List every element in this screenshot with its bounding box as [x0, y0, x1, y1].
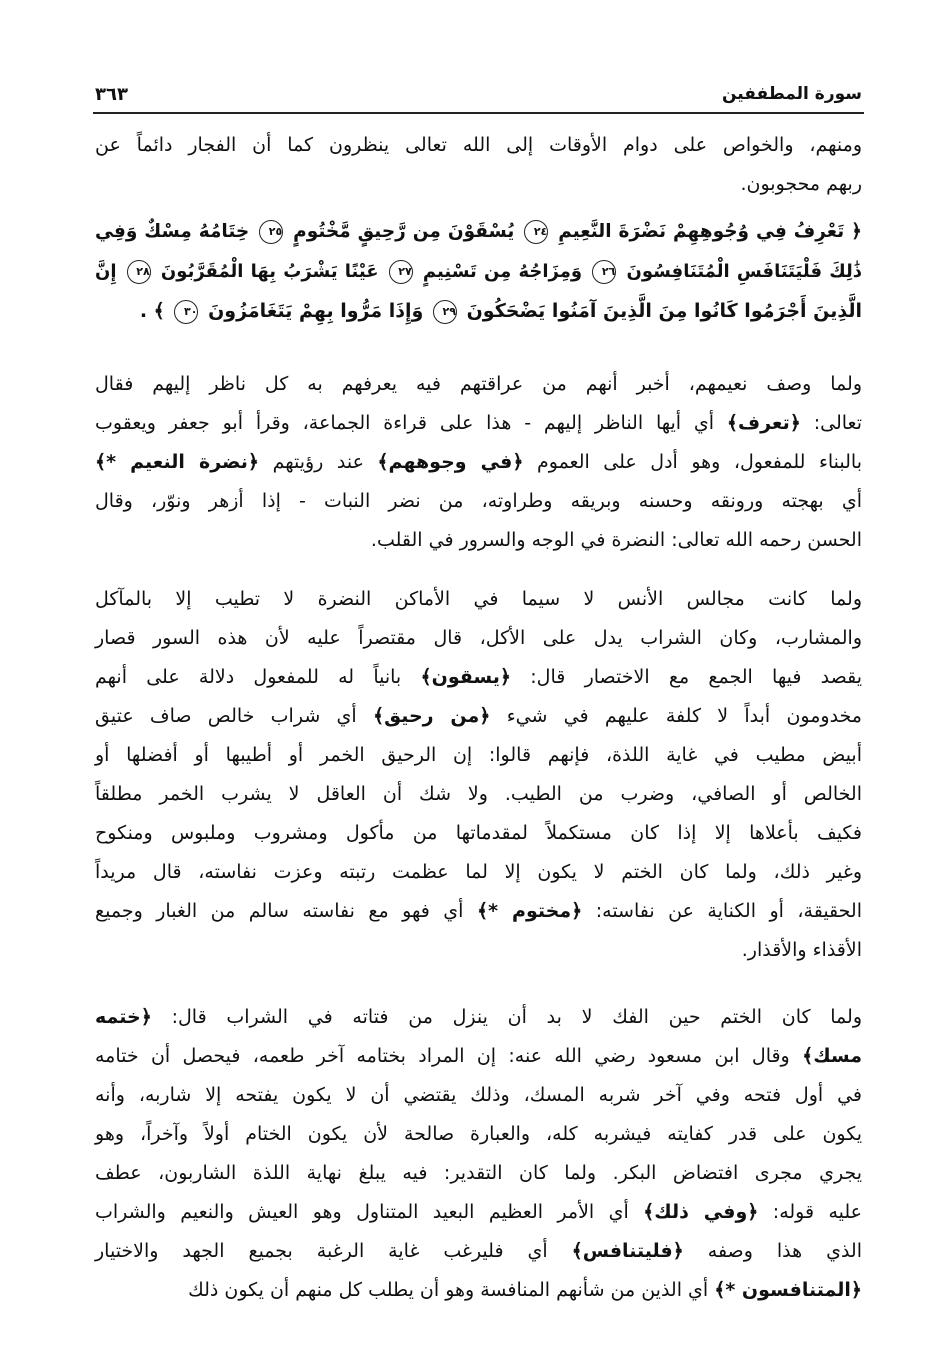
text-line: [95, 1232, 862, 1270]
quoted-quran-phrase: ﴿فليتنافس﴾: [571, 1240, 684, 1262]
text-line: [95, 736, 862, 774]
quoted-quran-phrase: ﴿في وجوههم﴾: [377, 451, 524, 473]
text-segment: ولما وصف نعيمهم، أخبر أنهم من عراقتهم فيه يعرفهم به كل ناظر إليهم فقال: [95, 373, 862, 395]
text-segment: الخالص أو الصافي، وضرب من الطيب. ولا شك أن العاقل لا يشرب الخمر مطلقاً: [95, 783, 862, 805]
text-segment: الَّذِينَ أَجْرَمُوا كَانُوا مِنَ الَّذِينَ آمَنُوا يَضْحَكُونَ: [466, 300, 862, 322]
verse-number-marker: ٣٠: [174, 300, 198, 324]
text-segment: الأقذاء والأقذار.: [741, 939, 862, 961]
text-segment: وغير ذلك، ولما كان الختم لا يكون إلا لما عظمت رتبته وعزت نفاسته، قال مريداً: [95, 861, 862, 883]
quoted-quran-phrase: ﴿تعرف﴾: [726, 412, 801, 434]
quoted-quran-phrase: ﴿ختمه: [95, 1006, 152, 1028]
quoted-quran-phrase: مسك﴾: [802, 1045, 863, 1067]
text-segment: الحسن رحمه الله تعالى: النضرة في الوجه والسرور في القلب.: [370, 529, 862, 551]
text-segment: والمشارب، وكان الشراب يدل على الأكل، قال مقتصراً عليه لأن هذه السور قصار: [95, 627, 862, 649]
verse-number-marker: ٢٦: [592, 260, 616, 284]
text-segment: أي شراب خالص صاف عتيق: [95, 705, 357, 727]
text-line: [95, 619, 862, 657]
text-segment: يقصد فيها الجمع مع الاختصار قال:: [511, 666, 863, 688]
page-number: ٣٦٣: [95, 84, 128, 105]
text-segment: أي بهجته ورونقه وحسنه وبريقه وطراوته، من نضر النبات - إذا أزهر ونوّر، وقال: [95, 490, 862, 512]
running-header-surah-title: سورة المطففين: [722, 84, 862, 104]
quran-verse-line: [95, 292, 862, 330]
text-segment: ﴿ تَعْرِفُ فِي وُجُوهِهِمْ نَضْرَةَ النَّعِيمِ: [558, 221, 862, 242]
quoted-quran-phrase: ﴿وفي ذلك﴾: [643, 1201, 759, 1223]
text-line: [95, 365, 862, 403]
text-segment: أبيض مطيب في غاية اللذة، فإنهم قالوا: إن الرحيق الخمر أو أطيبها أو أفضلها أو: [95, 744, 862, 766]
quoted-quran-phrase: ﴿مختوم *﴾: [476, 900, 583, 922]
quoted-quran-phrase: ﴿يسقون﴾: [420, 666, 512, 688]
text-segment: وقال ابن مسعود رضي الله عنه: إن المراد بختامه آخر طعمه، فيحصل أن ختامه: [95, 1045, 790, 1067]
text-line: [95, 443, 862, 481]
text-line: [95, 482, 862, 520]
text-segment: ﴾ .: [139, 300, 165, 322]
quoted-quran-phrase: ﴿نضرة النعيم *﴾: [95, 451, 260, 473]
text-segment: الحقيقة، أو الكناية عن نفاسته:: [582, 900, 862, 922]
text-line: [95, 658, 862, 696]
text-line: [95, 521, 862, 559]
text-segment: عند رؤيتهم: [259, 451, 364, 473]
text-segment: خِتَامُهُ مِسْكٌ وَفِي: [95, 221, 250, 242]
verse-number-marker: ٢٧: [389, 260, 413, 284]
text-segment: بانياً له للمفعول دلالة على أنهم: [95, 666, 402, 688]
text-line: [95, 1193, 862, 1231]
verse-number-marker: ٢٩: [433, 300, 457, 324]
text-segment: يُسْقَوْنَ مِن رَّحِيقٍ مَّخْتُومٍ: [293, 221, 515, 242]
text-segment: ولما كان الختم حين الفك لا بد أن ينزل من فتاته في الشراب قال:: [151, 1006, 862, 1028]
text-segment: أي فهو مع نفاسته سالم من الغبار وجميع: [95, 900, 464, 922]
text-segment: عليه قوله:: [758, 1201, 862, 1223]
verse-number-marker: ٢٥: [259, 220, 283, 244]
text-segment: في أول فتحه وفي آخر شربه المسك، وذلك يقتضي أن لا يكون يفتحه إلا شاربه، وأنه: [95, 1084, 862, 1106]
text-line: [95, 775, 862, 813]
text-segment: أي الذين من شأنهم المنافسة وهو أن يطلب كل منهم أن يكون ذلك: [188, 1279, 709, 1301]
text-segment: مخدومون أبداً لا كلفة عليهم في شيء: [490, 705, 862, 727]
text-line: [95, 1115, 862, 1153]
text-segment: بالبناء للمفعول، وهو أدل على العموم: [523, 451, 863, 473]
quran-verse-line: [95, 253, 862, 291]
text-segment: ذَٰلِكَ فَلْيَتَنَافَسِ الْمُتَنَافِسُونَ: [626, 261, 862, 282]
text-segment: ولما كانت مجالس الأنس لا سيما في الأماكن النضرة لا تطيب إلا بالمآكل: [95, 588, 862, 610]
text-line: [95, 931, 862, 969]
text-segment: فكيف بأعلاها إلا إذا كان مستكملاً لمقدماتها من مأكول ومشروب وملبوس ومنكوح: [95, 822, 862, 844]
quran-verse-line: [95, 213, 862, 251]
text-segment: ومنهم، والخواص على دوام الأوقات إلى الله تعالى ينظرون كما أن الفجار دائماً عن: [95, 134, 862, 156]
text-segment: وَمِزَاجُهُ مِن تَسْنِيمٍ: [422, 261, 583, 282]
text-segment: أي الأمر العظيم البعيد المتناول وهو العيش والنعيم والشراب: [95, 1201, 629, 1223]
header-rule: [93, 112, 864, 114]
text-line: [95, 853, 862, 891]
text-line: [95, 580, 862, 618]
text-segment: يكون على قدر كفايته فيشربه كله، والعبارة صالحة لأن يكون الختام أولاً وآخراً، وهو: [95, 1123, 862, 1145]
text-segment: أي فليرغب غاية الرغبة بجميع الجهد والاختيار: [95, 1240, 548, 1262]
text-line: [95, 1271, 862, 1309]
text-segment: تعالى:: [800, 412, 863, 434]
verse-number-marker: ٢٤: [524, 220, 548, 244]
text-line: [95, 1037, 862, 1075]
text-line: [95, 892, 862, 930]
text-segment: وَإِذَا مَرُّوا بِهِمْ يَتَغَامَزُونَ: [208, 300, 424, 322]
text-line: [95, 165, 862, 203]
text-line: [95, 1076, 862, 1114]
text-line: [95, 998, 862, 1036]
text-line: [95, 126, 862, 164]
text-segment: يجري مجرى افتضاض البكر. ولما كان التقدير: فيه يبلغ نهاية اللذة الشاربون، عطف: [95, 1162, 862, 1184]
text-segment: ربهم محجوبون.: [740, 173, 862, 195]
text-line: [95, 814, 862, 852]
text-segment: عَيْنًا يَشْرَبُ بِهَا الْمُقَرَّبُونَ: [160, 261, 379, 282]
quoted-quran-phrase: ﴿المتنافسون *﴾: [714, 1279, 862, 1301]
verse-number-marker: ٢٨: [127, 260, 151, 284]
text-segment: إِنَّ: [95, 261, 117, 282]
text-line: [95, 697, 862, 735]
quoted-quran-phrase: ﴿من رحيق﴾: [372, 705, 491, 727]
text-segment: أي أيها الناظر إليهم - هذا على قراءة الجماعة، وقرأ أبو جعفر ويعقوب: [95, 412, 715, 434]
text-line: [95, 404, 862, 442]
text-segment: الذي هذا وصفه: [683, 1240, 862, 1262]
text-line: [95, 1154, 862, 1192]
